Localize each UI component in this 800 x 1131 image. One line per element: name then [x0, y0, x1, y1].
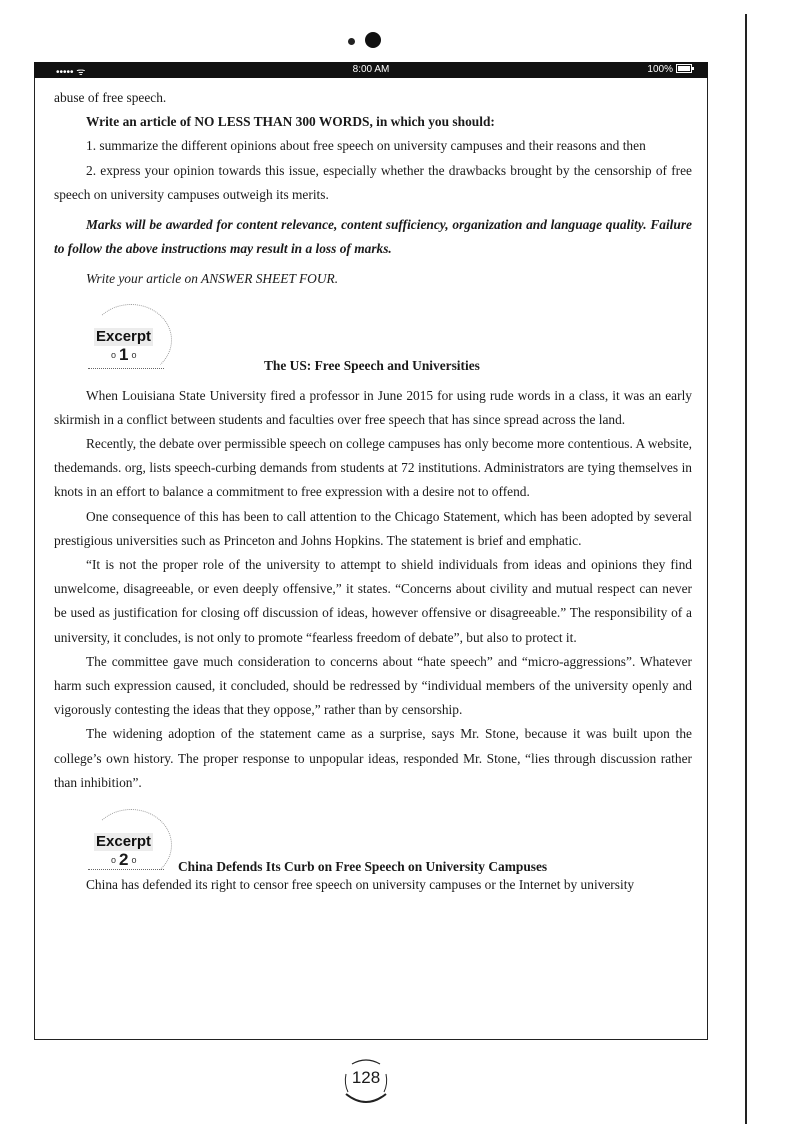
excerpt-2-title: China Defends Its Curb on Free Speech on University Campuses	[178, 859, 548, 875]
signal-wifi-icon: ••••• ᯤ	[56, 67, 86, 78]
marks-note: Marks will be awarded for content relevance, content sufficiency, organization and language quality. Failure to follow the above instructions may result in a loss of marks.	[54, 217, 692, 257]
excerpt-2-paragraph: China has defended its right to censor free speech on university campuses or the Internet by university	[86, 877, 635, 893]
page-edge-line	[745, 14, 747, 1124]
excerpt-1-paragraph: When Louisiana State University fired a professor in June 2015 for using rude words in a class, it was an early skirmish in a conflict between students and faculties over free speech that has since spread across the land.	[54, 387, 692, 427]
excerpt-1-paragraph: The widening adoption of the statement came as a surprise, says Mr. Stone, because it was built upon the college’s own history. The proper response to unpopular ideas, responded Mr. Stone, “lies through discussion rather than inhibition”.	[54, 726, 692, 790]
answer-sheet-note: Write your article on ANSWER SHEET FOUR.	[86, 271, 339, 287]
excerpt-number: o 2 o	[111, 850, 137, 870]
excerpt-1-title: The US: Free Speech and Universities	[264, 357, 480, 373]
status-bar	[34, 62, 708, 78]
page-number-badge	[340, 1054, 392, 1106]
excerpt-number: o 1 o	[111, 344, 137, 364]
excerpt-1-paragraph: The committee gave much consideration to concerns about “hate speech” and “micro-aggressions”. Whatever harm such expression caused, it concluded, should be redressed by “individual members of the university openly and vigorously contesting the ideas that they oppose,” rather than by censorship.	[54, 653, 692, 718]
status-time: 8:00 AM	[352, 64, 390, 75]
excerpt-1-header	[54, 302, 692, 384]
excerpt-2-header	[54, 807, 692, 873]
excerpt-1-badge	[88, 302, 172, 382]
intro-fragment: abuse of free speech.	[54, 90, 167, 105]
excerpt-label: Excerpt	[96, 833, 152, 851]
page-number: 128	[351, 1068, 381, 1087]
large-dot-icon	[365, 32, 381, 48]
excerpt-1-paragraph: Recently, the debate over permissible speech on college campuses has only become more contentious. A website, thedemands. org, lists speech-curbing demands from students at 72 institutions. Administrators are tying themselves in knots in an effort to balance a commitment to free expression with a desire not to offend.	[54, 436, 692, 500]
excerpt-1-paragraph: “It is not the proper role of the university to attempt to shield individuals from ideas and opinions they find unwelcome, disagreeable, or even deeply offensive,” it states. “Concerns about civility and mutual respect can never be used as justification for closing off discussion of ideas, however offensive or disagreeable.” The responsibility of a university, it concludes, is not only to promote “fearless freedom of debate”, but also to protect it.	[54, 557, 692, 645]
small-dot-icon	[348, 38, 355, 45]
page-content	[54, 86, 692, 897]
excerpt-label: Excerpt	[96, 327, 152, 345]
excerpt-1-paragraph: One consequence of this has been to call attention to the Chicago Statement, which has been adopted by several prestigious universities such as Princeton and Johns Hopkins. The statement is brief and emphatic.	[54, 508, 692, 548]
battery-percent: 100%	[647, 64, 673, 75]
top-decoration	[0, 28, 800, 52]
excerpt-2-badge	[88, 807, 172, 887]
task-point-2: 2. express your opinion towards this issue, especially whether the drawbacks brought by the censorship of free speech on university campuses outweigh its merits.	[54, 162, 692, 202]
task-point-1: 1. summarize the different opinions about free speech on university campuses and their reasons and then	[86, 138, 646, 154]
task-instruction: Write an article of NO LESS THAN 300 WORDS, in which you should:	[86, 114, 495, 130]
battery-status	[647, 64, 692, 75]
badge-underline	[88, 368, 164, 369]
badge-underline	[88, 869, 164, 870]
battery-icon	[676, 64, 692, 73]
